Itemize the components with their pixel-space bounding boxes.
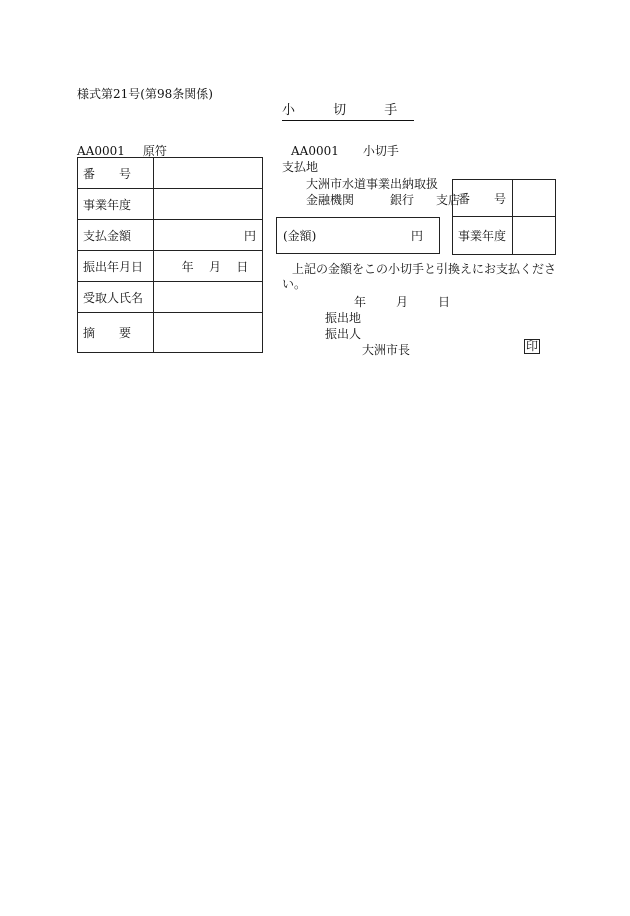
- stub-fiscal-year-field[interactable]: [154, 189, 263, 220]
- check-amount-box[interactable]: [276, 217, 440, 254]
- stub-payee-label: 受取人氏名: [78, 282, 154, 313]
- stub-amount-field[interactable]: [154, 220, 263, 251]
- stub-fiscal-year-label: 事業年度: [78, 189, 154, 220]
- document-title: 小 切 手: [282, 103, 414, 121]
- stub-issue-date-field[interactable]: [154, 251, 263, 282]
- stub-row-summary: [78, 313, 263, 353]
- check-side-table: [452, 179, 556, 255]
- side-fiscal-year-field[interactable]: [513, 217, 556, 255]
- bank-suffix: 銀行: [390, 193, 415, 207]
- stub-table: [77, 157, 263, 353]
- stub-serial: AA0001: [77, 144, 125, 158]
- issue-place-label: 振出地: [325, 311, 362, 325]
- stub-row-amount: [78, 220, 263, 251]
- check-header: [291, 142, 399, 159]
- issue-day: 日: [438, 295, 451, 309]
- check-serial: AA0001: [291, 144, 339, 158]
- stub-number-label: 番 号: [78, 158, 154, 189]
- branch-suffix: 支店: [436, 193, 461, 207]
- stub-summary-label: 摘 要: [78, 313, 154, 353]
- stub-number-field[interactable]: [154, 158, 263, 189]
- stub-row-issue-date: [78, 251, 263, 282]
- stub-payee-field[interactable]: [154, 282, 263, 313]
- stub-issue-date-label: 振出年月日: [78, 251, 154, 282]
- side-row-number: [453, 180, 556, 217]
- side-number-label: 番 号: [453, 180, 513, 217]
- side-fiscal-year-label: 事業年度: [453, 217, 513, 255]
- check-amount-unit: 円: [410, 229, 423, 243]
- issue-date-line: [354, 293, 450, 310]
- stub-date-day: 日: [236, 259, 249, 274]
- stub-amount-unit: 円: [243, 228, 256, 243]
- bank-branch-line: [306, 191, 460, 208]
- check-amount-label: (金額): [283, 229, 317, 243]
- stub-row-fiscal-year: [78, 189, 263, 220]
- issue-year: 年: [354, 295, 367, 309]
- side-row-fiscal-year: [453, 217, 556, 255]
- stub-date-month: 月: [208, 259, 221, 274]
- payment-handler: 大洲市水道事業出納取扱: [306, 177, 439, 191]
- stub-row-payee: [78, 282, 263, 313]
- side-number-field[interactable]: [513, 180, 556, 217]
- stub-summary-field[interactable]: [154, 313, 263, 353]
- seal-stamp-icon: 印: [526, 339, 539, 353]
- stub-label: 原符: [142, 144, 167, 158]
- payment-place-label: 支払地: [282, 160, 319, 174]
- stub-date-year: 年: [181, 259, 194, 274]
- payment-promise-text: 上記の金額をこの小切手と引換えにお支払ください。: [282, 262, 557, 291]
- mayor-name: 大洲市長: [362, 343, 411, 357]
- form-number-label: 様式第21号(第98条関係): [77, 87, 213, 101]
- check-label: 小切手: [362, 144, 399, 158]
- stub-row-number: [78, 158, 263, 189]
- issue-month: 月: [396, 295, 409, 309]
- stub-amount-label: 支払金額: [78, 220, 154, 251]
- issuer-label: 振出人: [325, 327, 362, 341]
- bank-label: 金融機関: [306, 193, 355, 207]
